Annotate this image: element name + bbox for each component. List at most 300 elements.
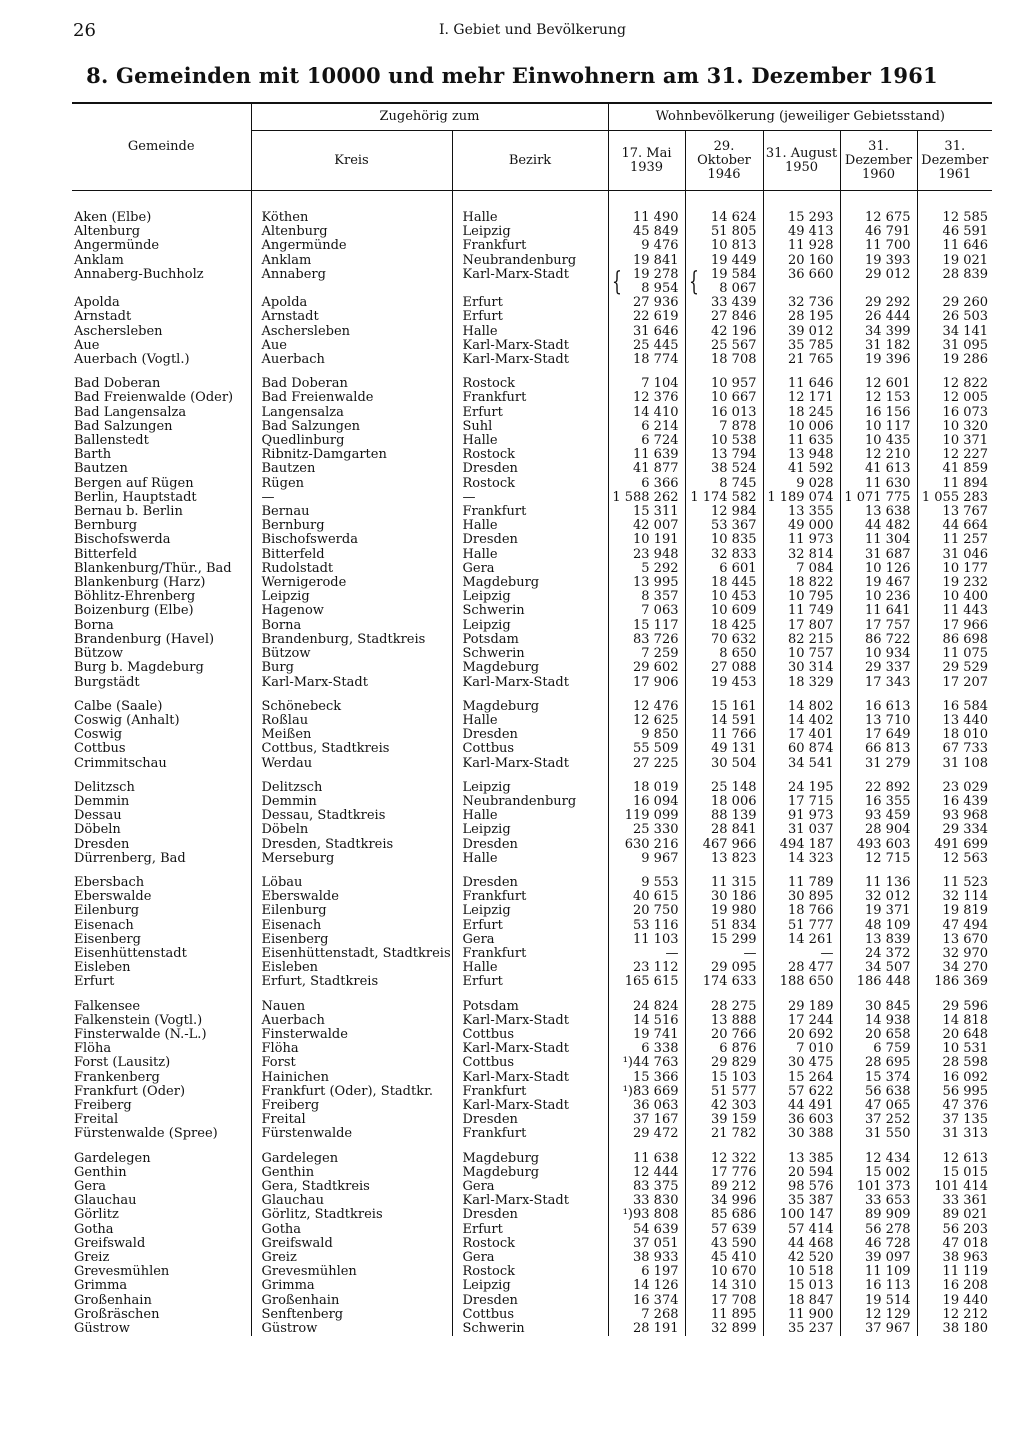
value-1950-cell: 29 189	[763, 1000, 840, 1014]
value-1960-cell: 33 653	[840, 1194, 917, 1208]
value-1950-cell: 28 477	[763, 961, 840, 975]
value-1960-cell: 19 393	[840, 254, 917, 268]
value-1950-cell: 10 795	[763, 590, 840, 604]
value-1960-cell: 31 182	[840, 339, 917, 353]
value-1961-cell: 10 177	[917, 562, 992, 576]
value-1961-cell: 56 995	[917, 1085, 992, 1099]
value-1939-cell: 19 741	[608, 1028, 685, 1042]
value-1961-cell: 14 818	[917, 1014, 992, 1028]
table-row	[72, 1113, 992, 1127]
bezirk-cell: Magdeburg	[452, 1152, 608, 1166]
running-head: I. Gebiet und Bevölkerung	[439, 22, 626, 38]
kreis-cell: Bernau	[251, 505, 452, 519]
value-1939-cell: 18 774	[608, 353, 685, 367]
value-1950-cell: 28 195	[763, 310, 840, 324]
kreis-cell: Flöha	[251, 1042, 452, 1056]
table-row	[72, 239, 992, 253]
value-1961-cell: 10 400	[917, 590, 992, 604]
bezirk-cell: Rostock	[452, 448, 608, 462]
bezirk-cell: Magdeburg	[452, 661, 608, 675]
value-1960-cell: 12 210	[840, 448, 917, 462]
gemeinde-cell: Coswig (Anhalt)	[74, 713, 180, 728]
gemeinde-cell: Delitzsch	[74, 780, 135, 795]
table-row	[72, 254, 992, 268]
value-1960-cell: 12 129	[840, 1308, 917, 1322]
bezirk-cell: Neubrandenburg	[452, 254, 608, 268]
kreis-cell: Gotha	[251, 1223, 452, 1237]
bezirk-cell: Karl-Marx-Stadt	[452, 1099, 608, 1113]
value-1960-cell: 32 012	[840, 890, 917, 904]
kreis-cell: Senftenberg	[251, 1308, 452, 1322]
value-1960-cell: 29 337	[840, 661, 917, 675]
kreis-cell: Ribnitz-Damgarten	[251, 448, 452, 462]
value-1961-cell: 12 227	[917, 448, 992, 462]
value-1960-cell: 22 892	[840, 781, 917, 795]
value-1960-cell: 29 292	[840, 296, 917, 310]
bezirk-cell: Rostock	[452, 377, 608, 391]
value-1961-cell: 1 055 283	[917, 491, 992, 505]
value-1946-cell: 6 601	[685, 562, 763, 576]
spacer-cell	[763, 866, 840, 876]
value-1946-cell: 27 088	[685, 661, 763, 675]
table-row	[72, 809, 992, 823]
table-row	[72, 1166, 992, 1180]
value-1946-cell: 7 878	[685, 420, 763, 434]
value-1939-cell: 17 906	[608, 676, 685, 690]
value-1961-cell: 31 108	[917, 757, 992, 771]
value-1946-cell: 16 013	[685, 406, 763, 420]
kreis-cell: Cottbus, Stadtkreis	[251, 742, 452, 756]
gemeinde-cell: Borna	[74, 618, 114, 633]
value-1939-cell: 630 216	[608, 838, 685, 852]
bezirk-cell: Karl-Marx-Stadt	[452, 268, 608, 296]
value-1950-cell: 60 874	[763, 742, 840, 756]
spacer-cell	[251, 771, 452, 781]
value-1939-cell: 27 936	[608, 296, 685, 310]
value-1960-cell: 29 012	[840, 268, 917, 296]
kreis-cell: Delitzsch	[251, 781, 452, 795]
kreis-cell: Dessau, Stadtkreis	[251, 809, 452, 823]
value-1950-cell: 14 261	[763, 933, 840, 947]
gemeinde-cell: Freiberg	[74, 1098, 132, 1113]
gemeinde-cell: Bernau b. Berlin	[74, 505, 183, 520]
spacer-cell	[452, 367, 608, 377]
gemeinde-cell: Blankenburg (Harz)	[74, 576, 206, 591]
value-1939-cell: 53 116	[608, 919, 685, 933]
brace-glyph: {	[611, 267, 622, 297]
kreis-cell: Altenburg	[251, 225, 452, 239]
value-1950-cell: 11 749	[763, 604, 840, 618]
bezirk-cell: Dresden	[452, 462, 608, 476]
value-1960-cell: 11 700	[840, 239, 917, 253]
value-1946-cell: 27 846	[685, 310, 763, 324]
spacer-cell	[840, 1142, 917, 1152]
table-row	[72, 1308, 992, 1322]
bezirk-cell: Magdeburg	[452, 700, 608, 714]
gemeinde-cell: Großräschen	[74, 1307, 160, 1322]
value-1939-cell: 11 490	[608, 211, 685, 225]
gemeinde-cell: Gera	[74, 1180, 107, 1194]
gemeinde-cell: Bischofswerda	[74, 533, 171, 548]
value-1946-cell: 11 895	[685, 1308, 763, 1322]
value-1946-cell: 21 782	[685, 1127, 763, 1141]
value-1939-cell: 55 509	[608, 742, 685, 756]
bezirk-cell: Karl-Marx-Stadt	[452, 339, 608, 353]
value-1960-cell: 56 638	[840, 1085, 917, 1099]
value-1950-cell: 20 160	[763, 254, 840, 268]
bezirk-cell: —	[452, 491, 608, 505]
value-1961-cell: 11 523	[917, 876, 992, 890]
value-1946-cell: 57 639	[685, 1223, 763, 1237]
letter-group	[72, 876, 992, 990]
bezirk-cell: Karl-Marx-Stadt	[452, 1042, 608, 1056]
bezirk-cell: Karl-Marx-Stadt	[452, 757, 608, 771]
value-1939-cell: 16 094	[608, 795, 685, 809]
spacer-cell	[452, 690, 608, 700]
value-1946-cell: 89 212	[685, 1180, 763, 1194]
value-1960-cell: 19 467	[840, 576, 917, 590]
gemeinde-cell: Crimmitschau	[74, 756, 167, 771]
table-row	[72, 1208, 992, 1222]
value-1961-cell: 18 010	[917, 728, 992, 742]
value-1939-cell: 11 638	[608, 1152, 685, 1166]
bezirk-cell: Gera	[452, 562, 608, 576]
value-1961-cell: 37 135	[917, 1113, 992, 1127]
table-row	[72, 1251, 992, 1265]
kreis-cell: Bad Freienwalde	[251, 391, 452, 405]
value-1950-cell: 17 807	[763, 619, 840, 633]
value-1946-cell: 6 876	[685, 1042, 763, 1056]
table-row	[72, 590, 992, 604]
brace-glyph: {	[688, 267, 699, 297]
table-row	[72, 742, 992, 756]
value-1960-cell: 11 630	[840, 477, 917, 491]
letter-group	[72, 781, 992, 866]
kreis-cell: Grimma	[251, 1279, 452, 1293]
value-1939-cell: 20 750	[608, 904, 685, 918]
value-1950-cell: 10 757	[763, 647, 840, 661]
gemeinde-cell: Gardelegen	[74, 1151, 151, 1166]
value-1961-cell: 47 018	[917, 1237, 992, 1251]
value-1961-cell: 491 699	[917, 838, 992, 852]
value-1950-cell: 11 900	[763, 1308, 840, 1322]
value-1960-cell: 37 967	[840, 1322, 917, 1336]
value-1946-cell: 8 745	[685, 477, 763, 491]
kreis-cell: Bad Salzungen	[251, 420, 452, 434]
spacer-cell	[251, 690, 452, 700]
kreis-cell: Burg	[251, 661, 452, 675]
value-1946-cell: 467 966	[685, 838, 763, 852]
spacer-cell	[917, 690, 992, 700]
value-1961-cell: 17 207	[917, 676, 992, 690]
value-1961-cell: 11 646	[917, 239, 992, 253]
kreis-cell: Aue	[251, 339, 452, 353]
kreis-cell: Bitterfeld	[251, 548, 452, 562]
value-1946-cell: 10 667	[685, 391, 763, 405]
value-1939-cell: 83 375	[608, 1180, 685, 1194]
value-1939-cell: 16 374	[608, 1294, 685, 1308]
bezirk-cell: Schwerin	[452, 604, 608, 618]
value-1961-cell: 38 180	[917, 1322, 992, 1336]
header-zugehoerig: Zugehörig zum	[251, 103, 608, 131]
bezirk-cell: Dresden	[452, 838, 608, 852]
value-1939-cell: 40 615	[608, 890, 685, 904]
kreis-cell: Glauchau	[251, 1194, 452, 1208]
value-1950-cell: 11 973	[763, 533, 840, 547]
kreis-cell: Eisleben	[251, 961, 452, 975]
bezirk-cell: Rostock	[452, 1237, 608, 1251]
value-1950-cell: 7 010	[763, 1042, 840, 1056]
bezirk-cell: Karl-Marx-Stadt	[452, 1194, 608, 1208]
kreis-cell: Rudolstadt	[251, 562, 452, 576]
header-bezirk: Bezirk	[452, 131, 608, 191]
value-1939-cell: 41 877	[608, 462, 685, 476]
value-1946-cell: 45 410	[685, 1251, 763, 1265]
table-row	[72, 1127, 992, 1141]
table-row	[72, 1152, 992, 1166]
value-1939-cell: 14 410	[608, 406, 685, 420]
value-line: 8 954	[641, 281, 679, 297]
bezirk-cell: Halle	[452, 548, 608, 562]
gemeinde-cell: Greiz	[74, 1251, 110, 1266]
kreis-cell: Werdau	[251, 757, 452, 771]
value-1946-cell: 25 148	[685, 781, 763, 795]
value-1939-cell: 165 615	[608, 975, 685, 989]
value-1961-cell: 29 529	[917, 661, 992, 675]
value-1946-cell: 14 591	[685, 714, 763, 728]
value-1939-cell: 9 553	[608, 876, 685, 890]
table-row	[72, 1223, 992, 1237]
spacer-cell	[685, 690, 763, 700]
value-1961-cell: 29 260	[917, 296, 992, 310]
value-1960-cell: 13 710	[840, 714, 917, 728]
spacer-cell	[452, 866, 608, 876]
table-row	[72, 325, 992, 339]
spacer-cell	[763, 191, 840, 212]
value-1946-cell: 32 833	[685, 548, 763, 562]
value-1946-cell: 29 829	[685, 1056, 763, 1070]
value-1939-cell: —	[608, 947, 685, 961]
bezirk-cell: Karl-Marx-Stadt	[452, 353, 608, 367]
value-1961-cell: 16 208	[917, 1279, 992, 1293]
spacer-cell	[840, 367, 917, 377]
value-1939-cell: 15 117	[608, 619, 685, 633]
bezirk-cell: Leipzig	[452, 781, 608, 795]
kreis-cell: Dresden, Stadtkreis	[251, 838, 452, 852]
bezirk-cell: Magdeburg	[452, 576, 608, 590]
table-row	[72, 225, 992, 239]
value-1960-cell: 31 279	[840, 757, 917, 771]
value-1939-cell: 7 063	[608, 604, 685, 618]
value-1939-cell: 45 849	[608, 225, 685, 239]
spacer-cell	[840, 866, 917, 876]
table-row	[72, 1194, 992, 1208]
value-1946-cell: 19 980	[685, 904, 763, 918]
spacer-cell	[608, 690, 685, 700]
value-1946-cell: 15 299	[685, 933, 763, 947]
value-1946-cell: 11 766	[685, 728, 763, 742]
kreis-cell: Döbeln	[251, 823, 452, 837]
table-row	[72, 919, 992, 933]
spacer-cell	[608, 191, 685, 212]
table-row	[72, 1099, 992, 1113]
value-1946-cell: 43 590	[685, 1237, 763, 1251]
bezirk-cell: Dresden	[452, 1113, 608, 1127]
value-1950-cell: 13 948	[763, 448, 840, 462]
value-1961-cell: 12 005	[917, 391, 992, 405]
table-row	[72, 1056, 992, 1070]
table-row	[72, 339, 992, 353]
value-1960-cell: 12 675	[840, 211, 917, 225]
page-number: 26	[73, 20, 96, 41]
kreis-cell: Eberswalde	[251, 890, 452, 904]
kreis-cell: Greifswald	[251, 1237, 452, 1251]
value-1939-cell: 12 625	[608, 714, 685, 728]
value-1960-cell: 10 934	[840, 647, 917, 661]
value-1946-cell: 13 823	[685, 852, 763, 866]
spacer-cell	[251, 1142, 452, 1152]
table-row	[72, 1180, 992, 1194]
spacer-cell	[72, 367, 251, 377]
value-1939-cell: 5 292	[608, 562, 685, 576]
value-1939-cell: 12 444	[608, 1166, 685, 1180]
kreis-cell: Angermünde	[251, 239, 452, 253]
table-row	[72, 633, 992, 647]
value-1950-cell: 13 355	[763, 505, 840, 519]
bezirk-cell: Frankfurt	[452, 239, 608, 253]
bezirk-cell: Frankfurt	[452, 890, 608, 904]
value-1960-cell: 31 550	[840, 1127, 917, 1141]
kreis-cell: Finsterwalde	[251, 1028, 452, 1042]
bezirk-cell: Gera	[452, 1180, 608, 1194]
gemeinde-cell: Eilenburg	[74, 904, 140, 919]
gemeinde-cell: Bad Langensalza	[74, 405, 187, 420]
value-1939-cell: 27 225	[608, 757, 685, 771]
gemeinde-cell: Bützow	[74, 647, 123, 662]
value-1961-cell: 12 613	[917, 1152, 992, 1166]
value-1939-cell: 6 338	[608, 1042, 685, 1056]
value-1950-cell: 100 147	[763, 1208, 840, 1222]
kreis-cell: Hainichen	[251, 1071, 452, 1085]
bezirk-cell: Erfurt	[452, 975, 608, 989]
value-line: 8 067	[719, 281, 757, 297]
spacer-cell	[685, 191, 763, 212]
value-1960-cell: 10 126	[840, 562, 917, 576]
spacer-cell	[608, 1142, 685, 1152]
gemeinde-cell: Ebersbach	[74, 875, 145, 890]
value-1939-cell: 25 330	[608, 823, 685, 837]
value-1961-cell: 11 075	[917, 647, 992, 661]
value-1960-cell: 44 482	[840, 519, 917, 533]
value-1950-cell: 30 388	[763, 1127, 840, 1141]
value-1960-cell: 101 373	[840, 1180, 917, 1194]
kreis-cell: Apolda	[251, 296, 452, 310]
value-1946-cell: 14 310	[685, 1279, 763, 1293]
value-1939-cell: 83 726	[608, 633, 685, 647]
value-1960-cell: 41 613	[840, 462, 917, 476]
gemeinde-cell: Coswig	[74, 728, 123, 743]
spacer-cell	[72, 1142, 251, 1152]
value-1960-cell: 11 109	[840, 1265, 917, 1279]
value-1961-cell: 41 859	[917, 462, 992, 476]
value-1950-cell: 14 802	[763, 700, 840, 714]
value-1939-cell: 9 967	[608, 852, 685, 866]
bezirk-cell: Cottbus	[452, 1308, 608, 1322]
value-1961-cell: 17 966	[917, 619, 992, 633]
value-1950-cell: 18 822	[763, 576, 840, 590]
value-1939-cell: 10 191	[608, 533, 685, 547]
value-1950-cell: 35 785	[763, 339, 840, 353]
value-1961-cell: 34 141	[917, 325, 992, 339]
value-1946-cell: 30 504	[685, 757, 763, 771]
value-1939-cell: 11 103	[608, 933, 685, 947]
bezirk-cell: Erfurt	[452, 296, 608, 310]
table-row	[72, 391, 992, 405]
gemeinde-cell: Bernburg	[74, 519, 138, 534]
table-row	[72, 548, 992, 562]
bezirk-cell: Karl-Marx-Stadt	[452, 676, 608, 690]
value-1950-cell: 44 468	[763, 1237, 840, 1251]
value-1950-cell: 49 000	[763, 519, 840, 533]
gemeinde-cell: Bad Doberan	[74, 377, 161, 392]
value-1960-cell: 11 136	[840, 876, 917, 890]
value-1939-cell: 23 112	[608, 961, 685, 975]
value-1946-cell: 10 538	[685, 434, 763, 448]
gemeinde-cell: Bautzen	[74, 462, 128, 477]
value-1946-cell: 28 275	[685, 1000, 763, 1014]
value-1950-cell: 11 646	[763, 377, 840, 391]
letter-group	[72, 1000, 992, 1142]
letter-group	[72, 211, 992, 367]
value-1950-cell: 7 084	[763, 562, 840, 576]
kreis-cell: Karl-Marx-Stadt	[251, 676, 452, 690]
value-1946-cell: 25 567	[685, 339, 763, 353]
spacer-cell	[608, 367, 685, 377]
bezirk-cell: Leipzig	[452, 823, 608, 837]
value-1960-cell: 37 252	[840, 1113, 917, 1127]
gemeinde-cell: Glauchau	[74, 1194, 137, 1209]
value-1950-cell: 18 245	[763, 406, 840, 420]
value-1950-cell: 35 237	[763, 1322, 840, 1336]
table-row	[72, 576, 992, 590]
bezirk-cell: Frankfurt	[452, 1127, 608, 1141]
value-1960-cell: 19 371	[840, 904, 917, 918]
kreis-cell: Arnstadt	[251, 310, 452, 324]
value-1939-cell: 28 191	[608, 1322, 685, 1336]
value-1946-cell: 10 609	[685, 604, 763, 618]
value-1950-cell: 18 766	[763, 904, 840, 918]
spacer-cell	[251, 990, 452, 1000]
value-line: 19 584	[711, 267, 757, 282]
value-1950-cell: 11 789	[763, 876, 840, 890]
gemeinde-cell: Forst (Lausitz)	[74, 1056, 171, 1071]
value-1946-cell: 13 794	[685, 448, 763, 462]
spacer-cell	[763, 771, 840, 781]
value-1960-cell: 17 649	[840, 728, 917, 742]
value-1961-cell: 16 092	[917, 1071, 992, 1085]
value-1939-cell: 13 995	[608, 576, 685, 590]
table-row	[72, 353, 992, 367]
bezirk-cell: Rostock	[452, 477, 608, 491]
table-row	[72, 296, 992, 310]
spacer-cell	[917, 771, 992, 781]
value-1961-cell: 13 767	[917, 505, 992, 519]
kreis-cell: Forst	[251, 1056, 452, 1070]
kreis-cell: Gardelegen	[251, 1152, 452, 1166]
value-1946-cell: 32 899	[685, 1322, 763, 1336]
spacer-cell	[917, 191, 992, 212]
kreis-cell: Annaberg	[251, 268, 452, 296]
